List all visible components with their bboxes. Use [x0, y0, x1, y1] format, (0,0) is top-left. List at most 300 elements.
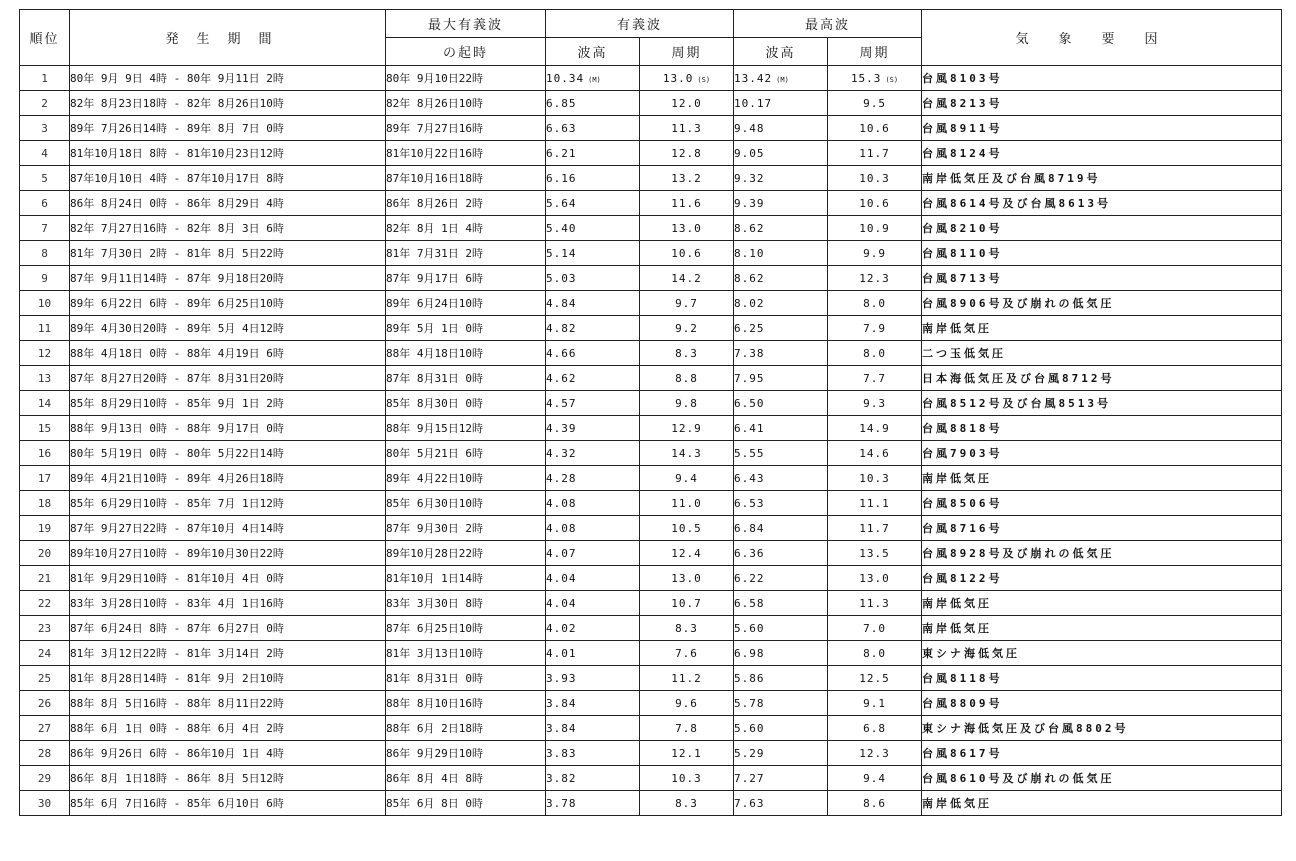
max-height-header: 波高: [734, 38, 828, 66]
max-height-cell: [734, 691, 828, 716]
period-unit: (S): [885, 75, 899, 84]
table-row: [20, 516, 1282, 541]
max-period-cell: [828, 441, 922, 466]
max-sig-time-cell-text: 89年 7月27日16時: [386, 122, 483, 135]
period-cell: [70, 166, 386, 191]
cause-cell: [922, 716, 1282, 741]
sig-height-cell: [546, 66, 640, 91]
max-height-cell: [734, 216, 828, 241]
sig-period-cell: [640, 616, 734, 641]
rank-cell: [20, 616, 70, 641]
period-cell-text: 86年 8月 1日18時 - 86年 8月 5日12時: [70, 772, 284, 785]
max-period-cell-text: 11.7: [859, 146, 890, 160]
sig-period-header: 周期: [640, 38, 734, 66]
rank-cell-text: 19: [37, 521, 52, 535]
max-height-cell-text: 6.43: [734, 471, 765, 485]
period-header: 発生期間: [70, 10, 386, 66]
sig-height-cell: [546, 641, 640, 666]
sig-period-cell: [640, 741, 734, 766]
table-row: [20, 591, 1282, 616]
cause-cell-text: 台風8713号: [922, 272, 1003, 285]
max-sig-time-cell: [386, 116, 546, 141]
max-height-cell: [734, 191, 828, 216]
cause-cell: [922, 241, 1282, 266]
wave-ranking-table: [19, 9, 1282, 816]
max-height-cell: [734, 341, 828, 366]
cause-cell-text: 南岸低気圧: [922, 472, 993, 485]
max-period-cell: [828, 91, 922, 116]
rank-cell: [20, 91, 70, 116]
rank-cell: [20, 466, 70, 491]
period-unit: (S): [697, 75, 711, 84]
max-height-cell: [734, 741, 828, 766]
sig-height-cell-text: 3.82: [546, 771, 577, 785]
period-cell-text: 89年 4月21日10時 - 89年 4月26日18時: [70, 472, 284, 485]
max-height-cell-text: 5.60: [734, 621, 765, 635]
max-sig-time-cell-text: 89年 6月24日10時: [386, 297, 483, 310]
max-height-cell: [734, 541, 828, 566]
max-height-cell-text: 6.50: [734, 396, 765, 410]
max-period-cell: [828, 491, 922, 516]
sig-height-cell-text: 4.07: [546, 546, 577, 560]
max-sig-time-cell: [386, 616, 546, 641]
sig-period-cell: [640, 316, 734, 341]
sig-period-cell-text: 10.3: [671, 771, 702, 785]
max-period-cell: [828, 166, 922, 191]
max-period-cell-text: 8.0: [863, 346, 886, 360]
max-sig-time-cell-text: 88年 9月15日12時: [386, 422, 483, 435]
rank-cell: [20, 316, 70, 341]
rank-cell: [20, 291, 70, 316]
sig-period-cell-text: 7.6: [675, 646, 698, 660]
max-height-cell: [734, 666, 828, 691]
max-sig-time-cell-text: 81年10月 1日14時: [386, 572, 483, 585]
max-sig-time-cell: [386, 341, 546, 366]
max-height-cell-text: 9.05: [734, 146, 765, 160]
table-row: [20, 616, 1282, 641]
period-cell-text: 86年 9月26日 6時 - 86年10月 1日 4時: [70, 747, 284, 760]
cause-cell-text: 台風8617号: [922, 747, 1003, 760]
max-height-cell-text: 7.95: [734, 371, 765, 385]
cause-cell: [922, 766, 1282, 791]
period-cell-text: 87年 6月24日 8時 - 87年 6月27日 0時: [70, 622, 284, 635]
period-cell-text: 80年 9月 9日 4時 - 80年 9月11日 2時: [70, 72, 284, 85]
rank-cell-text: 30: [37, 796, 52, 810]
rank-cell-text: 13: [37, 371, 52, 385]
sig-height-cell: [546, 591, 640, 616]
max-sig-time-cell-text: 85年 6月30日10時: [386, 497, 483, 510]
sig-height-cell-text: 5.03: [546, 271, 577, 285]
cause-cell: [922, 566, 1282, 591]
sig-period-cell: [640, 791, 734, 816]
cause-cell-text: 台風8911号: [922, 122, 1003, 135]
period-cell-text: 85年 6月29日10時 - 85年 7月 1日12時: [70, 497, 284, 510]
max-period-cell: [828, 741, 922, 766]
header-row-1: [20, 10, 1282, 38]
sig-height-cell-text: 4.62: [546, 371, 577, 385]
max-sig-time-cell: [386, 66, 546, 91]
period-cell: [70, 641, 386, 666]
max-sig-time-cell: [386, 641, 546, 666]
rank-cell-text: 24: [37, 646, 52, 660]
max-height-cell: [734, 566, 828, 591]
sig-height-cell: [546, 191, 640, 216]
sig-period-cell-text: 11.0: [671, 496, 702, 510]
period-cell: [70, 516, 386, 541]
sig-period-cell: [640, 166, 734, 191]
rank-cell: [20, 566, 70, 591]
cause-cell-text: 台風7903号: [922, 447, 1003, 460]
period-cell-text: 88年 6月 1日 0時 - 88年 6月 4日 2時: [70, 722, 284, 735]
sig-period-cell-text: 12.9: [671, 421, 702, 435]
sig-height-cell: [546, 566, 640, 591]
max-period-cell-text: 10.3: [859, 171, 890, 185]
max-period-cell: [828, 641, 922, 666]
max-height-cell: [734, 166, 828, 191]
max-period-cell-text: 8.0: [863, 296, 886, 310]
sig-height-cell: [546, 741, 640, 766]
rank-cell-text: 11: [37, 321, 52, 335]
sig-period-cell-text: 10.7: [671, 596, 702, 610]
max-period-cell: [828, 291, 922, 316]
period-cell: [70, 491, 386, 516]
sig-height-cell: [546, 116, 640, 141]
max-period-cell-text: 9.5: [863, 96, 886, 110]
sig-height-cell: [546, 316, 640, 341]
max-sig-time-cell: [386, 566, 546, 591]
sig-height-cell: [546, 441, 640, 466]
max-period-cell-text: 13.0: [859, 571, 890, 585]
cause-header: 気象要因: [922, 10, 1282, 66]
period-cell-text: 88年 4月18日 0時 - 88年 4月19日 6時: [70, 347, 284, 360]
table-row: [20, 416, 1282, 441]
table-row: [20, 341, 1282, 366]
max-sig-time-cell: [386, 316, 546, 341]
sig-height-cell: [546, 791, 640, 816]
cause-cell: [922, 691, 1282, 716]
max-height-cell: [734, 791, 828, 816]
max-height-cell-text: 6.41: [734, 421, 765, 435]
sig-height-cell-text: 10.34: [546, 71, 585, 85]
max-sig-time-cell: [386, 366, 546, 391]
period-cell: [70, 591, 386, 616]
max-sig-time-cell: [386, 766, 546, 791]
max-period-cell-text: 7.9: [863, 321, 886, 335]
cause-cell-text: 台風8110号: [922, 247, 1003, 260]
max-height-cell-text: 8.62: [734, 271, 765, 285]
sig-period-cell: [640, 66, 734, 91]
cause-cell: [922, 416, 1282, 441]
rank-cell-text: 12: [37, 346, 52, 360]
table-row: [20, 566, 1282, 591]
max-sig-time-cell: [386, 741, 546, 766]
cause-cell-text: 南岸低気圧: [922, 597, 993, 610]
period-cell: [70, 616, 386, 641]
period-cell: [70, 316, 386, 341]
rank-cell-text: 20: [37, 546, 52, 560]
max-height-cell-text: 6.25: [734, 321, 765, 335]
max-height-cell: [734, 291, 828, 316]
rank-cell-text: 4: [41, 146, 48, 160]
max-height-cell-text: 5.86: [734, 671, 765, 685]
sig-period-cell: [640, 291, 734, 316]
sig-period-cell: [640, 591, 734, 616]
period-cell: [70, 241, 386, 266]
sig-height-cell: [546, 141, 640, 166]
max-sig-time-cell-text: 81年 8月31日 0時: [386, 672, 483, 685]
sig-height-cell-text: 4.84: [546, 296, 577, 310]
max-period-cell: [828, 591, 922, 616]
sig-height-cell: [546, 766, 640, 791]
max-height-cell-text: 5.55: [734, 446, 765, 460]
table-row: [20, 666, 1282, 691]
sig-height-cell: [546, 491, 640, 516]
sig-period-cell: [640, 466, 734, 491]
cause-cell: [922, 141, 1282, 166]
rank-cell-text: 9: [41, 271, 48, 285]
max-period-cell: [828, 716, 922, 741]
period-cell-text: 87年 9月11日14時 - 87年 9月18日20時: [70, 272, 284, 285]
max-period-cell-text: 12.3: [859, 271, 890, 285]
max-period-cell-text: 12.5: [859, 671, 890, 685]
sig-period-cell-text: 13.2: [671, 171, 702, 185]
max-sig-time-header-line1: 最大有義波: [386, 10, 546, 38]
sig-period-cell: [640, 541, 734, 566]
max-height-cell-text: 9.39: [734, 196, 765, 210]
cause-cell: [922, 166, 1282, 191]
max-height-cell-text: 13.42: [734, 71, 773, 85]
max-height-cell: [734, 316, 828, 341]
max-sig-time-cell: [386, 716, 546, 741]
period-cell: [70, 116, 386, 141]
period-cell: [70, 541, 386, 566]
max-height-cell: [734, 66, 828, 91]
height-unit: (M): [776, 75, 789, 84]
sig-period-cell: [640, 766, 734, 791]
rank-cell: [20, 491, 70, 516]
rank-cell-text: 26: [37, 696, 52, 710]
table-row: [20, 141, 1282, 166]
cause-cell: [922, 341, 1282, 366]
cause-cell-text: 台風8213号: [922, 97, 1003, 110]
max-sig-time-cell-text: 87年 9月17日 6時: [386, 272, 483, 285]
max-period-cell-text: 9.4: [863, 771, 886, 785]
table-row: [20, 166, 1282, 191]
sig-wave-header: 有義波: [546, 10, 734, 38]
max-sig-time-cell-text: 86年 8月 4日 8時: [386, 772, 483, 785]
sig-height-cell-text: 6.21: [546, 146, 577, 160]
cause-cell-text: 南岸低気圧: [922, 622, 993, 635]
period-cell: [70, 216, 386, 241]
max-period-cell: [828, 616, 922, 641]
rank-cell: [20, 116, 70, 141]
max-sig-time-cell: [386, 191, 546, 216]
sig-period-cell: [640, 491, 734, 516]
sig-period-cell: [640, 241, 734, 266]
cause-cell: [922, 441, 1282, 466]
sig-height-cell-text: 5.64: [546, 196, 577, 210]
height-unit: (M): [588, 75, 601, 84]
table-body: [20, 66, 1282, 816]
sig-height-cell-text: 4.04: [546, 571, 577, 585]
max-height-cell-text: 7.27: [734, 771, 765, 785]
rank-cell-text: 18: [37, 496, 52, 510]
sig-period-cell-text: 7.8: [675, 721, 698, 735]
cause-cell: [922, 116, 1282, 141]
max-height-cell: [734, 141, 828, 166]
max-period-cell-text: 7.7: [863, 371, 886, 385]
period-cell-text: 83年 3月28日10時 - 83年 4月 1日16時: [70, 597, 284, 610]
rank-cell: [20, 691, 70, 716]
max-period-cell: [828, 541, 922, 566]
sig-period-cell-text: 8.3: [675, 796, 698, 810]
cause-cell-text: 台風8928号及び崩れの低気圧: [922, 547, 1115, 560]
sig-period-cell: [640, 391, 734, 416]
max-period-cell-text: 11.3: [859, 596, 890, 610]
cause-cell-text: 南岸低気圧: [922, 322, 993, 335]
period-cell: [70, 566, 386, 591]
sig-height-cell: [546, 466, 640, 491]
max-period-cell: [828, 266, 922, 291]
sig-height-cell-text: 6.16: [546, 171, 577, 185]
cause-cell: [922, 741, 1282, 766]
period-cell-text: 87年 9月27日22時 - 87年10月 4日14時: [70, 522, 284, 535]
max-sig-time-cell-text: 80年 9月10日22時: [386, 72, 483, 85]
rank-cell-text: 23: [37, 621, 52, 635]
max-period-cell: [828, 516, 922, 541]
max-period-cell-text: 11.7: [859, 521, 890, 535]
max-sig-time-cell: [386, 791, 546, 816]
cause-cell-text: 台風8122号: [922, 572, 1003, 585]
max-height-cell-text: 7.63: [734, 796, 765, 810]
sig-period-cell-text: 14.2: [671, 271, 702, 285]
max-sig-time-cell-text: 87年 8月31日 0時: [386, 372, 483, 385]
max-height-cell: [734, 266, 828, 291]
sig-height-cell-text: 3.84: [546, 721, 577, 735]
period-cell-text: 89年10月27日10時 - 89年10月30日22時: [70, 547, 284, 560]
cause-cell-text: 台風8906号及び崩れの低気圧: [922, 297, 1115, 310]
sig-period-cell-text: 12.4: [671, 546, 702, 560]
period-cell-text: 81年 7月30日 2時 - 81年 8月 5日22時: [70, 247, 284, 260]
sig-period-cell-text: 9.4: [675, 471, 698, 485]
sig-period-cell-text: 13.0: [671, 571, 702, 585]
period-cell: [70, 666, 386, 691]
rank-cell-text: 7: [41, 221, 48, 235]
max-height-cell: [734, 766, 828, 791]
period-cell-text: 81年 8月28日14時 - 81年 9月 2日10時: [70, 672, 284, 685]
max-sig-time-cell: [386, 491, 546, 516]
max-sig-time-cell: [386, 391, 546, 416]
cause-cell: [922, 366, 1282, 391]
max-sig-time-cell-text: 85年 6月 8日 0時: [386, 797, 483, 810]
table-row: [20, 191, 1282, 216]
rank-cell: [20, 741, 70, 766]
period-cell: [70, 691, 386, 716]
sig-period-cell: [640, 266, 734, 291]
rank-cell: [20, 641, 70, 666]
period-cell: [70, 191, 386, 216]
cause-cell: [922, 641, 1282, 666]
sig-period-cell: [640, 566, 734, 591]
sig-height-cell-text: 3.93: [546, 671, 577, 685]
max-sig-time-cell-text: 89年 5月 1日 0時: [386, 322, 483, 335]
max-period-cell: [828, 241, 922, 266]
period-cell: [70, 91, 386, 116]
sig-period-cell: [640, 341, 734, 366]
period-cell: [70, 266, 386, 291]
sig-height-cell: [546, 516, 640, 541]
rank-cell: [20, 341, 70, 366]
max-sig-time-cell-text: 86年 8月26日 2時: [386, 197, 483, 210]
rank-cell-text: 2: [41, 96, 48, 110]
sig-period-cell: [640, 191, 734, 216]
sig-height-cell-text: 5.14: [546, 246, 577, 260]
table-row: [20, 766, 1282, 791]
max-height-cell: [734, 116, 828, 141]
period-cell-text: 88年 9月13日 0時 - 88年 9月17日 0時: [70, 422, 284, 435]
cause-cell: [922, 266, 1282, 291]
max-height-cell-text: 5.60: [734, 721, 765, 735]
sig-height-cell: [546, 716, 640, 741]
sig-height-cell-text: 3.83: [546, 746, 577, 760]
sig-period-cell-text: 11.3: [671, 121, 702, 135]
period-cell: [70, 716, 386, 741]
sig-height-cell: [546, 691, 640, 716]
rank-cell: [20, 391, 70, 416]
period-cell: [70, 466, 386, 491]
cause-cell-text: 台風8610号及び崩れの低気圧: [922, 772, 1115, 785]
sig-height-header: 波高: [546, 38, 640, 66]
table-row: [20, 441, 1282, 466]
sig-height-cell-text: 4.01: [546, 646, 577, 660]
cause-cell-text: 二つ玉低気圧: [922, 347, 1007, 360]
cause-cell-text: 東シナ海低気圧及び台風8802号: [922, 722, 1129, 735]
sig-height-cell: [546, 91, 640, 116]
rank-cell: [20, 366, 70, 391]
period-cell-text: 82年 8月23日18時 - 82年 8月26日10時: [70, 97, 284, 110]
sig-height-cell-text: 4.28: [546, 471, 577, 485]
max-sig-time-cell: [386, 241, 546, 266]
max-sig-time-cell-text: 87年10月16日18時: [386, 172, 483, 185]
max-period-cell: [828, 666, 922, 691]
sig-height-cell-text: 4.66: [546, 346, 577, 360]
cause-cell-text: 台風8716号: [922, 522, 1003, 535]
period-cell: [70, 141, 386, 166]
sig-period-cell-text: 13.0: [662, 71, 694, 85]
period-cell-text: 86年 8月24日 0時 - 86年 8月29日 4時: [70, 197, 284, 210]
max-sig-time-cell-text: 85年 8月30日 0時: [386, 397, 483, 410]
rank-cell: [20, 766, 70, 791]
rank-cell-text: 6: [41, 196, 48, 210]
period-cell: [70, 441, 386, 466]
max-height-cell: [734, 366, 828, 391]
period-cell-text: 89年 4月30日20時 - 89年 5月 4日12時: [70, 322, 284, 335]
max-height-cell-text: 5.78: [734, 696, 765, 710]
max-period-cell: [828, 341, 922, 366]
sig-period-cell-text: 8.8: [675, 371, 698, 385]
cause-cell-text: 台風8506号: [922, 497, 1003, 510]
sig-period-cell: [640, 516, 734, 541]
max-period-cell-text: 13.5: [859, 546, 890, 560]
max-period-cell: [828, 416, 922, 441]
sig-height-cell-text: 4.82: [546, 321, 577, 335]
max-sig-time-cell-text: 87年 9月30日 2時: [386, 522, 483, 535]
max-sig-time-cell-text: 81年10月22日16時: [386, 147, 483, 160]
rank-cell-text: 17: [37, 471, 52, 485]
max-sig-time-cell: [386, 516, 546, 541]
max-sig-time-cell-text: 81年 7月31日 2時: [386, 247, 483, 260]
cause-cell: [922, 591, 1282, 616]
